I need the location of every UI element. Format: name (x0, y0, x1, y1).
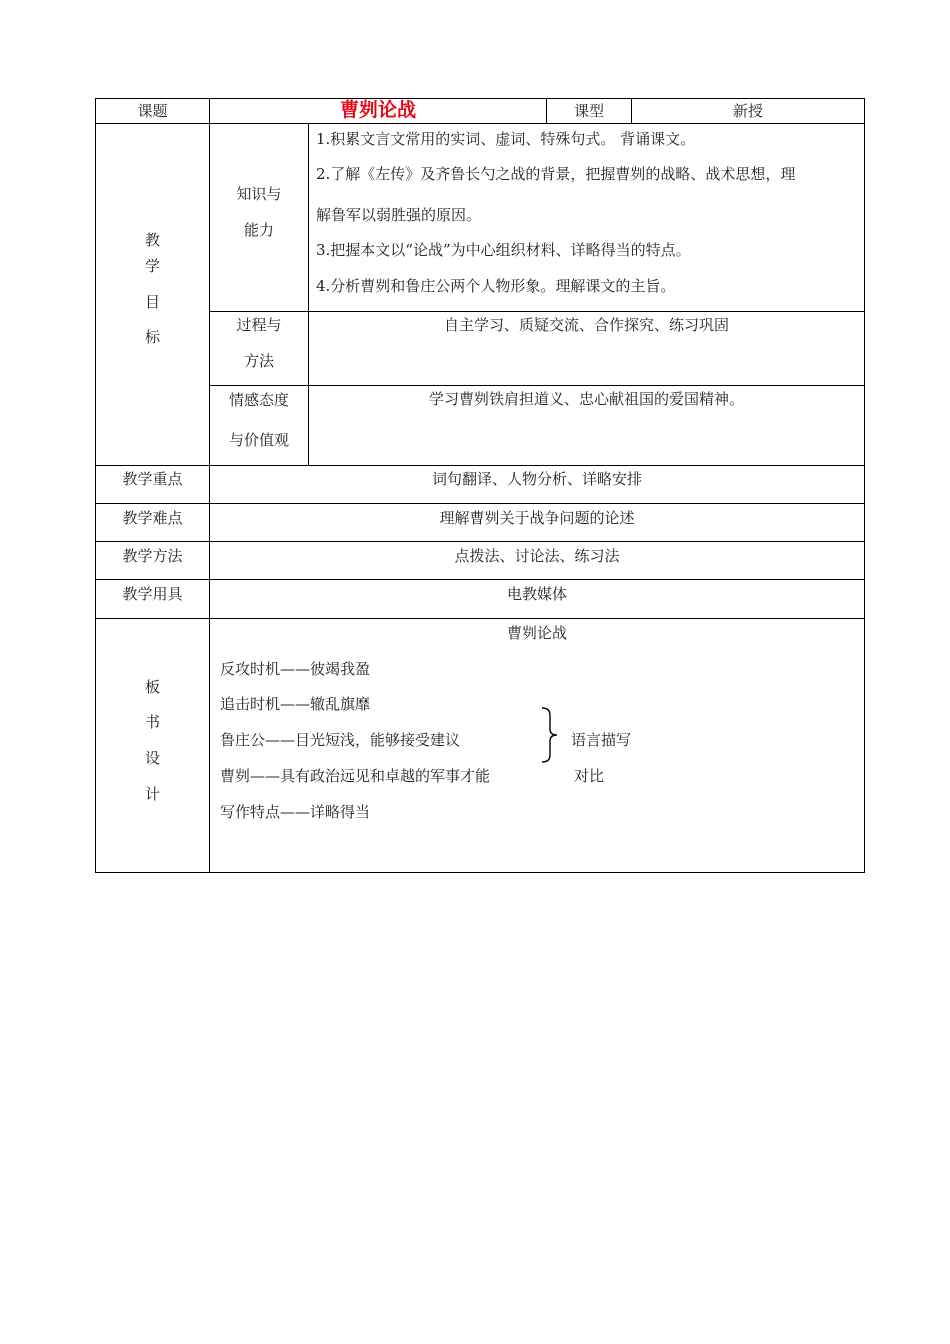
board-line: 写作特点——详略得当 (220, 803, 371, 821)
board-line: 追击时机——辙乱旗靡 (220, 695, 371, 713)
knowledge-item: 1.积累文言文常用的实词、虚词、特殊句式。 背诵课文。 (316, 130, 696, 148)
topic-label: 课题 (137, 102, 168, 120)
objectives-label-char: 目 (144, 293, 160, 311)
objectives-label-char: 学 (144, 257, 160, 275)
header-row-bottom (95, 123, 865, 124)
table-border-top (95, 98, 865, 99)
board-label-char: 书 (144, 713, 160, 731)
process-label-line: 过程与 (236, 316, 282, 334)
tools-bottom (95, 618, 865, 619)
type-label: 课型 (573, 102, 604, 120)
board-label-char: 设 (144, 749, 160, 767)
knowledge-item: 2.了解《左传》及齐鲁长勺之战的背景，把握曹刿的战略、战术思想，理 (316, 165, 796, 183)
methods-label: 教学方法 (122, 547, 183, 565)
emotion-content: 学习曹刿铁肩担道义、忠心献祖国的爱国精神。 (428, 390, 744, 408)
board-line: 曹刿——具有政治远见和卓越的军事才能 (220, 767, 491, 785)
table-border-bottom (95, 872, 865, 873)
table-border-right (864, 98, 865, 873)
key-points-bottom (95, 503, 865, 504)
board-side-note: 语言描写 (571, 731, 632, 749)
knowledge-label-line: 知识与 (236, 185, 282, 203)
board-label-char: 计 (144, 785, 160, 803)
board-line: 反攻时机——彼竭我盈 (220, 660, 371, 678)
knowledge-item: 4.分析曹刿和鲁庄公两个人物形象。理解课文的主旨。 (316, 277, 676, 295)
emotion-label-line: 与价值观 (228, 431, 289, 449)
tools-label: 教学用具 (122, 585, 183, 603)
tools-value: 电教媒体 (506, 585, 567, 603)
process-content: 自主学习、质疑交流、合作探究、练习巩固 (443, 316, 729, 334)
objectives-label-char: 教 (144, 231, 160, 249)
knowledge-item: 解鲁军以弱胜强的原因。 (316, 206, 482, 224)
type-value: 新授 (732, 102, 763, 120)
methods-value: 点拨法、讨论法、练习法 (454, 547, 620, 565)
knowledge-label-line: 能力 (243, 221, 274, 239)
right-brace-icon (540, 707, 560, 763)
knowledge-item: 3.把握本文以“论战”为中心组织材料、详略得当的特点。 (316, 241, 691, 259)
key-points-value: 词句翻译、人物分析、详略安排 (431, 470, 642, 488)
objectives-label-char: 标 (144, 328, 160, 346)
difficulties-value: 理解曹刿关于战争问题的论述 (439, 509, 635, 527)
difficulties-bottom (95, 541, 865, 542)
lesson-title: 曹刿论战 (339, 99, 416, 121)
board-line: 鲁庄公——目光短浅，能够接受建议 (220, 731, 461, 749)
board-title: 曹刿论战 (506, 624, 567, 642)
process-label-line: 方法 (243, 352, 274, 370)
emotion-label-line: 情感态度 (228, 391, 289, 409)
difficulties-label: 教学难点 (122, 509, 183, 527)
methods-bottom (95, 579, 865, 580)
board-side-note: 对比 (574, 767, 605, 785)
key-points-label: 教学重点 (122, 470, 183, 488)
objectives-sub-divider (308, 123, 309, 466)
objectives-bottom (95, 465, 865, 466)
board-label-char: 板 (144, 678, 160, 696)
